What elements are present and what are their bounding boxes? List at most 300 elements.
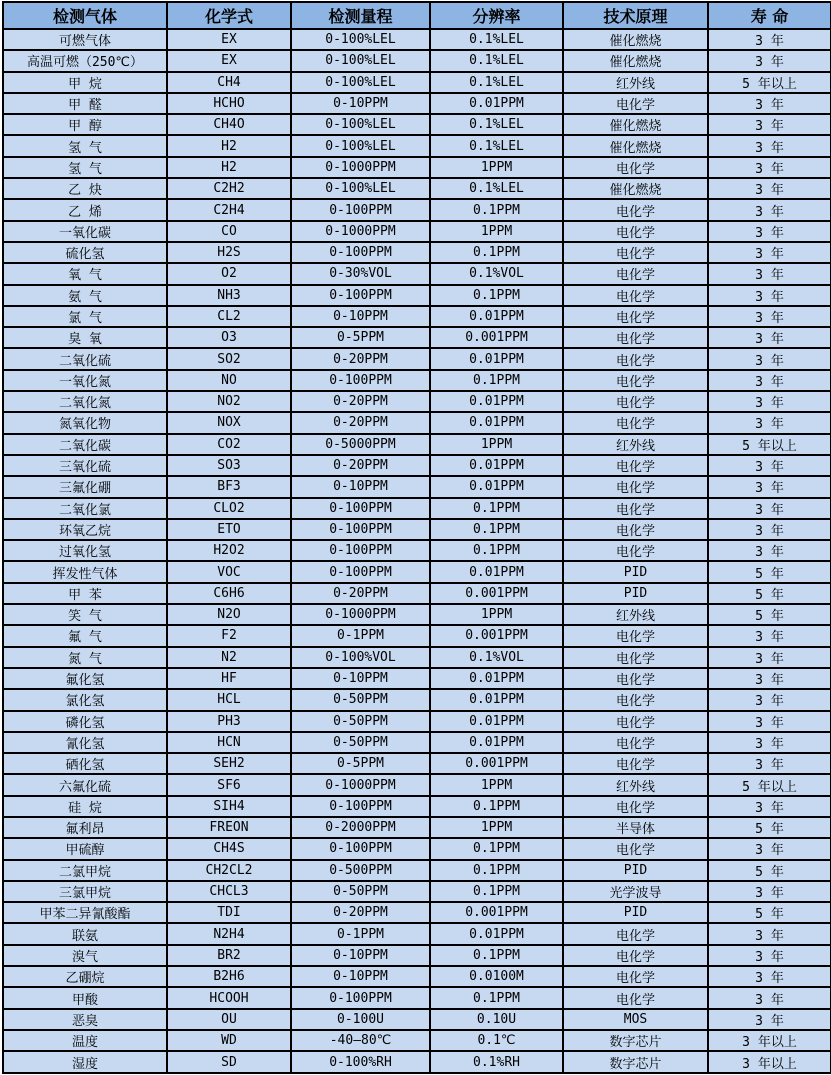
table-row xyxy=(3,285,831,306)
table-cell: 1PPM xyxy=(430,817,563,838)
table-cell: 3 年 xyxy=(708,838,831,859)
table-cell: 3 年 xyxy=(708,498,831,519)
table-cell: 3 年 xyxy=(708,1009,831,1030)
table-cell: 三氧化硫 xyxy=(3,455,167,476)
table-cell: 0-20PPM xyxy=(291,391,430,412)
table-cell: H2O2 xyxy=(167,540,291,561)
table-cell: 电化学 xyxy=(563,263,708,284)
table-row xyxy=(3,348,831,369)
column-header-principle: 技术原理 xyxy=(563,2,708,29)
table-cell: CO xyxy=(167,221,291,242)
table-row xyxy=(3,1051,831,1073)
table-cell: SO2 xyxy=(167,348,291,369)
table-cell: MOS xyxy=(563,1009,708,1030)
table-cell: 0.1PPM xyxy=(430,519,563,540)
table-cell: 三氟化硼 xyxy=(3,476,167,497)
table-cell: 1PPM xyxy=(430,157,563,178)
table-cell: 甲 烷 xyxy=(3,72,167,93)
table-cell: 0.01PPM xyxy=(430,476,563,497)
table-cell: H2 xyxy=(167,157,291,178)
table-cell: 0.01PPM xyxy=(430,923,563,944)
table-cell: 0-10PPM xyxy=(291,306,430,327)
table-cell: 0.1PPM xyxy=(430,242,563,263)
table-cell: 电化学 xyxy=(563,945,708,966)
table-cell: 5 年以上 xyxy=(708,72,831,93)
table-cell: 0-500PPM xyxy=(291,860,430,881)
table-cell: 甲硫醇 xyxy=(3,838,167,859)
table-cell: 0-20PPM xyxy=(291,902,430,923)
table-cell: 0.1PPM xyxy=(430,796,563,817)
table-cell: 0.0100M xyxy=(430,966,563,987)
table-row xyxy=(3,774,831,795)
table-row xyxy=(3,689,831,710)
table-cell: 电化学 xyxy=(563,391,708,412)
table-row xyxy=(3,838,831,859)
table-cell: 二氧化氯 xyxy=(3,498,167,519)
table-cell: 电化学 xyxy=(563,647,708,668)
table-cell: ETO xyxy=(167,519,291,540)
table-row xyxy=(3,242,831,263)
table-row xyxy=(3,647,831,668)
table-cell: 3 年 xyxy=(708,135,831,156)
table-cell: 0.001PPM xyxy=(430,625,563,646)
table-cell: 二氧化氮 xyxy=(3,391,167,412)
table-cell: 催化燃烧 xyxy=(563,135,708,156)
table-cell: 0-20PPM xyxy=(291,348,430,369)
table-cell: 3 年 xyxy=(708,455,831,476)
table-row xyxy=(3,817,831,838)
table-row xyxy=(3,987,831,1008)
table-cell: 5 年 xyxy=(708,817,831,838)
table-cell: CL2 xyxy=(167,306,291,327)
table-cell: 电化学 xyxy=(563,625,708,646)
table-row xyxy=(3,966,831,987)
table-cell: SEH2 xyxy=(167,753,291,774)
table-cell: 3 年 xyxy=(708,263,831,284)
table-row xyxy=(3,711,831,732)
table-cell: 氟利昂 xyxy=(3,817,167,838)
table-cell: 0-50PPM xyxy=(291,881,430,902)
table-cell: PID xyxy=(563,583,708,604)
table-cell: 3 年 xyxy=(708,412,831,433)
table-cell: 0.01PPM xyxy=(430,711,563,732)
table-cell: NOX xyxy=(167,412,291,433)
column-header-formula: 化学式 xyxy=(167,2,291,29)
table-cell: 半导体 xyxy=(563,817,708,838)
table-cell: 数字芯片 xyxy=(563,1051,708,1073)
table-cell: 0.1PPM xyxy=(430,881,563,902)
table-cell: 5 年 xyxy=(708,902,831,923)
table-row xyxy=(3,135,831,156)
table-row xyxy=(3,476,831,497)
table-cell: BR2 xyxy=(167,945,291,966)
table-row xyxy=(3,455,831,476)
table-cell: 3 年 xyxy=(708,391,831,412)
table-row xyxy=(3,327,831,348)
table-cell: HF xyxy=(167,668,291,689)
table-cell: 可燃气体 xyxy=(3,29,167,50)
table-row xyxy=(3,625,831,646)
table-row xyxy=(3,860,831,881)
table-cell: 3 年 xyxy=(708,732,831,753)
table-row xyxy=(3,561,831,582)
table-cell: 电化学 xyxy=(563,753,708,774)
table-cell: OU xyxy=(167,1009,291,1030)
table-cell: 0.01PPM xyxy=(430,348,563,369)
table-cell: SO3 xyxy=(167,455,291,476)
table-cell: 3 年 xyxy=(708,348,831,369)
table-cell: 氢 气 xyxy=(3,157,167,178)
table-cell: 催化燃烧 xyxy=(563,178,708,199)
table-cell: C2H2 xyxy=(167,178,291,199)
table-cell: 0.1%LEL xyxy=(430,114,563,135)
table-cell: 0-2000PPM xyxy=(291,817,430,838)
table-cell: 磷化氢 xyxy=(3,711,167,732)
table-cell: CHCL3 xyxy=(167,881,291,902)
table-cell: 0.1PPM xyxy=(430,370,563,391)
table-row xyxy=(3,93,831,114)
table-cell: 乙 烯 xyxy=(3,199,167,220)
table-cell: 0-100PPM xyxy=(291,199,430,220)
table-cell: 电化学 xyxy=(563,796,708,817)
table-cell: SD xyxy=(167,1051,291,1073)
table-cell: 环氧乙烷 xyxy=(3,519,167,540)
table-cell: 一氧化氮 xyxy=(3,370,167,391)
table-cell: 氟化氢 xyxy=(3,668,167,689)
table-cell: 0.10U xyxy=(430,1009,563,1030)
table-cell: 电化学 xyxy=(563,923,708,944)
column-header-resolution: 分辨率 xyxy=(430,2,563,29)
table-cell: 5 年 xyxy=(708,561,831,582)
table-cell: 3 年 xyxy=(708,625,831,646)
table-cell: 氨 气 xyxy=(3,285,167,306)
table-cell: 温度 xyxy=(3,1030,167,1051)
table-cell: N2O xyxy=(167,604,291,625)
table-cell: 硫化氢 xyxy=(3,242,167,263)
table-row xyxy=(3,1009,831,1030)
table-cell: 0.01PPM xyxy=(430,306,563,327)
table-cell: 电化学 xyxy=(563,242,708,263)
table-cell: 0-100PPM xyxy=(291,796,430,817)
table-cell: 电化学 xyxy=(563,689,708,710)
table-cell: 红外线 xyxy=(563,72,708,93)
table-row xyxy=(3,199,831,220)
table-row xyxy=(3,72,831,93)
table-row xyxy=(3,945,831,966)
table-cell: 催化燃烧 xyxy=(563,29,708,50)
table-row xyxy=(3,114,831,135)
table-cell: 0-50PPM xyxy=(291,732,430,753)
table-cell: 0-100%VOL xyxy=(291,647,430,668)
table-cell: 3 年 xyxy=(708,221,831,242)
table-cell: PID xyxy=(563,561,708,582)
table-cell: CLO2 xyxy=(167,498,291,519)
table-cell: 六氟化硫 xyxy=(3,774,167,795)
table-cell: 3 年 xyxy=(708,242,831,263)
table-cell: 0.1%LEL xyxy=(430,29,563,50)
table-cell: PID xyxy=(563,860,708,881)
table-cell: 0.1PPM xyxy=(430,838,563,859)
table-cell: PH3 xyxy=(167,711,291,732)
table-row xyxy=(3,157,831,178)
table-cell: 氮 气 xyxy=(3,647,167,668)
table-cell: 3 年 xyxy=(708,689,831,710)
table-cell: 氟 气 xyxy=(3,625,167,646)
table-cell: 电化学 xyxy=(563,221,708,242)
table-row xyxy=(3,29,831,50)
table-row xyxy=(3,753,831,774)
table-row xyxy=(3,668,831,689)
table-cell: CH4 xyxy=(167,72,291,93)
table-cell: 3 年 xyxy=(708,50,831,71)
table-cell: 数字芯片 xyxy=(563,1030,708,1051)
table-cell: 0.1℃ xyxy=(430,1030,563,1051)
table-row xyxy=(3,732,831,753)
table-cell: 3 年 xyxy=(708,987,831,1008)
table-row xyxy=(3,391,831,412)
table-cell: SF6 xyxy=(167,774,291,795)
table-cell: O2 xyxy=(167,263,291,284)
table-cell: H2S xyxy=(167,242,291,263)
table-cell: HCHO xyxy=(167,93,291,114)
table-row xyxy=(3,540,831,561)
table-cell: 电化学 xyxy=(563,498,708,519)
table-cell: 乙硼烷 xyxy=(3,966,167,987)
table-cell: 0.1%LEL xyxy=(430,178,563,199)
table-cell: 3 年 xyxy=(708,923,831,944)
table-row xyxy=(3,604,831,625)
table-row xyxy=(3,434,831,455)
table-cell: 0.001PPM xyxy=(430,753,563,774)
table-cell: 0-100%LEL xyxy=(291,135,430,156)
table-cell: H2 xyxy=(167,135,291,156)
table-cell: 电化学 xyxy=(563,668,708,689)
table-cell: 红外线 xyxy=(563,434,708,455)
table-cell: CH4S xyxy=(167,838,291,859)
table-row xyxy=(3,263,831,284)
table-cell: 3 年 xyxy=(708,306,831,327)
table-cell: 0-20PPM xyxy=(291,455,430,476)
table-cell: SIH4 xyxy=(167,796,291,817)
table-cell: 3 年 xyxy=(708,881,831,902)
table-cell: 1PPM xyxy=(430,604,563,625)
table-cell: 0-10PPM xyxy=(291,966,430,987)
table-cell: 0-100%LEL xyxy=(291,178,430,199)
table-cell: 3 年 xyxy=(708,796,831,817)
table-cell: 0.01PPM xyxy=(430,668,563,689)
table-cell: 挥发性气体 xyxy=(3,561,167,582)
table-cell: 硅 烷 xyxy=(3,796,167,817)
table-cell: 5 年以上 xyxy=(708,434,831,455)
table-cell: 0.1%LEL xyxy=(430,135,563,156)
table-cell: 0-100PPM xyxy=(291,242,430,263)
table-cell: 3 年 xyxy=(708,540,831,561)
table-cell: 0-5000PPM xyxy=(291,434,430,455)
table-row xyxy=(3,178,831,199)
table-cell: 氧 气 xyxy=(3,263,167,284)
table-cell: 0.1%RH xyxy=(430,1051,563,1073)
table-cell: 1PPM xyxy=(430,434,563,455)
table-cell: 电化学 xyxy=(563,412,708,433)
column-header-range: 检测量程 xyxy=(291,2,430,29)
table-cell: 甲 苯 xyxy=(3,583,167,604)
table-row xyxy=(3,221,831,242)
table-cell: 催化燃烧 xyxy=(563,50,708,71)
table-cell: 0.001PPM xyxy=(430,327,563,348)
table-cell: 0.01PPM xyxy=(430,732,563,753)
table-cell: N2H4 xyxy=(167,923,291,944)
table-cell: 甲 醇 xyxy=(3,114,167,135)
table-cell: 臭 氧 xyxy=(3,327,167,348)
table-cell: 0.001PPM xyxy=(430,583,563,604)
table-cell: 电化学 xyxy=(563,540,708,561)
table-cell: 3 年 xyxy=(708,157,831,178)
table-cell: 联氨 xyxy=(3,923,167,944)
table-cell: 0-20PPM xyxy=(291,412,430,433)
table-cell: 电化学 xyxy=(563,519,708,540)
table-cell: 0-30%VOL xyxy=(291,263,430,284)
table-cell: 氰化氢 xyxy=(3,732,167,753)
table-cell: 0-100%LEL xyxy=(291,72,430,93)
table-cell: 0-10PPM xyxy=(291,476,430,497)
table-row xyxy=(3,306,831,327)
table-cell: 乙 炔 xyxy=(3,178,167,199)
table-cell: 0.1PPM xyxy=(430,540,563,561)
table-cell: 二氧化硫 xyxy=(3,348,167,369)
table-cell: C2H4 xyxy=(167,199,291,220)
table-cell: 电化学 xyxy=(563,732,708,753)
table-cell: 氮氧化物 xyxy=(3,412,167,433)
table-cell: 0-100PPM xyxy=(291,561,430,582)
table-cell: 电化学 xyxy=(563,306,708,327)
table-cell: 5 年 xyxy=(708,860,831,881)
table-cell: 电化学 xyxy=(563,966,708,987)
table-cell: 电化学 xyxy=(563,93,708,114)
table-cell: 3 年 xyxy=(708,93,831,114)
table-cell: 0-100PPM xyxy=(291,498,430,519)
table-cell: 0-100%RH xyxy=(291,1051,430,1073)
table-cell: 0-10PPM xyxy=(291,668,430,689)
table-cell: EX xyxy=(167,29,291,50)
table-cell: 0-5PPM xyxy=(291,753,430,774)
table-cell: 0.1%VOL xyxy=(430,647,563,668)
table-cell: 5 年 xyxy=(708,583,831,604)
table-cell: HCOOH xyxy=(167,987,291,1008)
table-cell: 0-100%LEL xyxy=(291,29,430,50)
table-row xyxy=(3,370,831,391)
table-cell: 0-100PPM xyxy=(291,285,430,306)
table-cell: 电化学 xyxy=(563,838,708,859)
table-cell: TDI xyxy=(167,902,291,923)
table-cell: EX xyxy=(167,50,291,71)
table-cell: 0-20PPM xyxy=(291,583,430,604)
column-header-gas: 检测气体 xyxy=(3,2,167,29)
table-cell: 0-50PPM xyxy=(291,689,430,710)
table-cell: 甲酸 xyxy=(3,987,167,1008)
table-cell: 二氧化碳 xyxy=(3,434,167,455)
table-row xyxy=(3,923,831,944)
table-cell: 3 年 xyxy=(708,327,831,348)
table-cell: 红外线 xyxy=(563,774,708,795)
table-cell: NO xyxy=(167,370,291,391)
table-cell: 0-100PPM xyxy=(291,987,430,1008)
table-cell: WD xyxy=(167,1030,291,1051)
table-cell: 笑 气 xyxy=(3,604,167,625)
table-cell: 甲苯二异氰酸酯 xyxy=(3,902,167,923)
table-cell: NH3 xyxy=(167,285,291,306)
table-cell: 高温可燃（250℃） xyxy=(3,50,167,71)
table-cell: 3 年 xyxy=(708,753,831,774)
table-cell: 电化学 xyxy=(563,370,708,391)
table-cell: 0-1000PPM xyxy=(291,157,430,178)
table-cell: 3 年 xyxy=(708,178,831,199)
table-cell: 0.01PPM xyxy=(430,455,563,476)
table-cell: 0.1PPM xyxy=(430,199,563,220)
table-cell: 三氯甲烷 xyxy=(3,881,167,902)
table-cell: CO2 xyxy=(167,434,291,455)
table-cell: 二氯甲烷 xyxy=(3,860,167,881)
table-body xyxy=(3,29,831,1073)
table-cell: 3 年 xyxy=(708,370,831,391)
table-cell: 0-100PPM xyxy=(291,838,430,859)
table-cell: 0-100PPM xyxy=(291,370,430,391)
table-cell: 氯化氢 xyxy=(3,689,167,710)
table-row xyxy=(3,881,831,902)
table-cell: 0-100PPM xyxy=(291,540,430,561)
table-cell: 电化学 xyxy=(563,711,708,732)
table-cell: 氢 气 xyxy=(3,135,167,156)
table-row xyxy=(3,412,831,433)
table-cell: 电化学 xyxy=(563,199,708,220)
table-header-row xyxy=(3,2,831,29)
table-cell: 3 年以上 xyxy=(708,1051,831,1073)
table-cell: 0-1000PPM xyxy=(291,221,430,242)
table-cell: 0.1PPM xyxy=(430,860,563,881)
table-cell: NO2 xyxy=(167,391,291,412)
table-cell: CH4O xyxy=(167,114,291,135)
table-cell: 0.001PPM xyxy=(430,902,563,923)
table-cell: O3 xyxy=(167,327,291,348)
table-cell: B2H6 xyxy=(167,966,291,987)
table-cell: 3 年 xyxy=(708,285,831,306)
table-cell: 0.1%VOL xyxy=(430,263,563,284)
table-cell: 3 年以上 xyxy=(708,1030,831,1051)
table-cell: 0.01PPM xyxy=(430,391,563,412)
table-row xyxy=(3,50,831,71)
table-cell: FREON xyxy=(167,817,291,838)
table-cell: 过氧化氢 xyxy=(3,540,167,561)
table-cell: -40—80℃ xyxy=(291,1030,430,1051)
table-cell: 氯 气 xyxy=(3,306,167,327)
table-cell: 湿度 xyxy=(3,1051,167,1073)
table-cell: 溴气 xyxy=(3,945,167,966)
table-cell: 1PPM xyxy=(430,774,563,795)
table-cell: 0-1000PPM xyxy=(291,604,430,625)
table-cell: 甲 醛 xyxy=(3,93,167,114)
table-cell: 3 年 xyxy=(708,668,831,689)
table-cell: 3 年 xyxy=(708,966,831,987)
table-cell: 一氧化碳 xyxy=(3,221,167,242)
table-cell: C6H6 xyxy=(167,583,291,604)
table-cell: 0.01PPM xyxy=(430,561,563,582)
table-cell: CH2CL2 xyxy=(167,860,291,881)
table-cell: 0-1PPM xyxy=(291,923,430,944)
table-cell: 恶臭 xyxy=(3,1009,167,1030)
table-cell: 0-100U xyxy=(291,1009,430,1030)
table-cell: 催化燃烧 xyxy=(563,114,708,135)
table-cell: 硒化氢 xyxy=(3,753,167,774)
table-cell: 0.01PPM xyxy=(430,93,563,114)
